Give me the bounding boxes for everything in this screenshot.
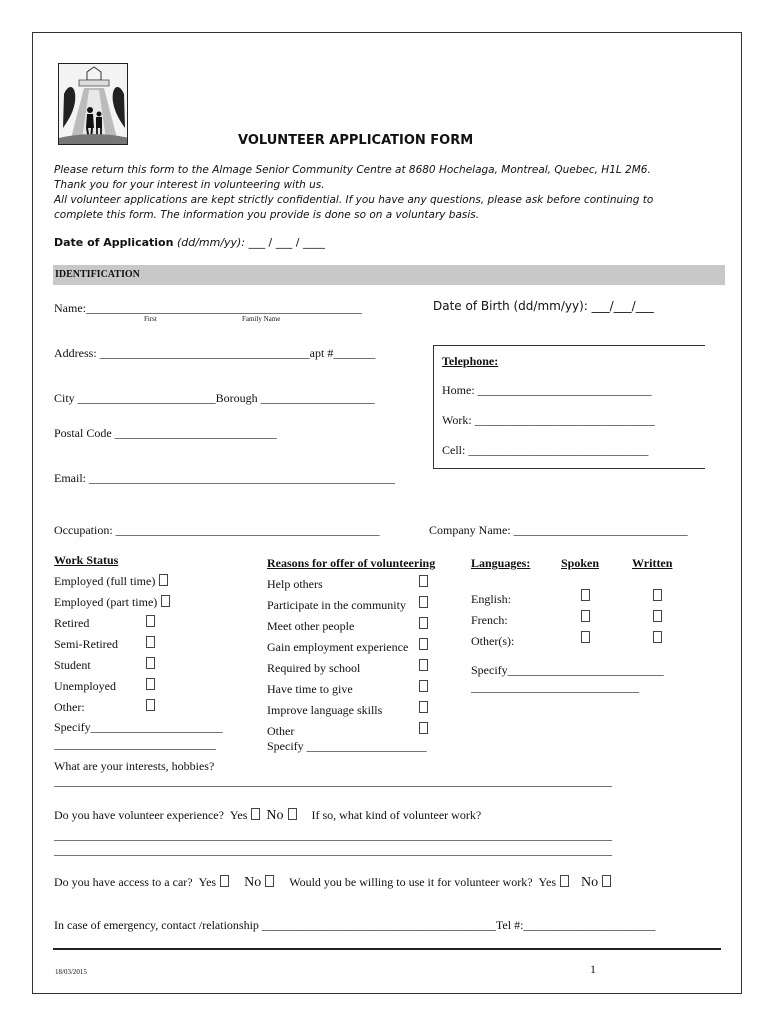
car-use-yes-checkbox[interactable]	[560, 875, 569, 887]
reason-meet-people: Meet other people	[267, 619, 355, 633]
reason-checkbox[interactable]	[419, 617, 428, 629]
reason-help-others: Help others	[267, 577, 323, 591]
car-use-no-label: No	[581, 875, 599, 890]
work-status-checkbox[interactable]	[161, 595, 170, 607]
work-status-label: Student	[54, 658, 91, 672]
reason-specify[interactable]: Specify ____________________	[267, 739, 427, 753]
spoken-header: Spoken	[561, 556, 600, 570]
footer-date: 18/03/2015	[55, 968, 87, 976]
occupation-field[interactable]: Occupation: ____________________________________________	[54, 523, 380, 537]
car-no-label: No	[244, 875, 262, 890]
cell-phone-field[interactable]: Cell: ______________________________	[442, 443, 649, 457]
work-status-checkbox[interactable]	[146, 678, 155, 690]
home-phone-field[interactable]: Home: _____________________________	[442, 383, 652, 397]
language-english: English:	[471, 592, 512, 606]
car-yes-checkbox[interactable]	[220, 875, 229, 887]
work-status-unemployed[interactable]	[54, 679, 116, 694]
footer-divider	[53, 948, 721, 950]
language-specify[interactable]: Specify__________________________	[471, 663, 664, 677]
french-written-checkbox[interactable]	[653, 610, 662, 622]
english-written-checkbox[interactable]	[653, 589, 662, 601]
application-date-label: Date of Application	[54, 236, 174, 249]
reason-checkbox[interactable]	[419, 659, 428, 671]
car-no-checkbox[interactable]	[265, 875, 274, 887]
work-status-checkbox[interactable]	[159, 574, 168, 586]
car-yes-label: Yes	[198, 875, 217, 889]
languages-title: Languages:	[471, 556, 531, 570]
date-of-birth-field[interactable]: Date of Birth (dd/mm/yy): ___/___/___	[433, 299, 654, 313]
car-use-no-checkbox[interactable]	[602, 875, 611, 887]
car-question-text: Do you have access to a car?	[54, 875, 193, 889]
intro-line-1: Please return this form to the Almage Senior Community Centre at 8680 Hochelaga, Montreal, Quebec, H1L 2M6.	[54, 164, 651, 176]
work-status-label: Employed (full time)	[54, 574, 156, 588]
work-status-part-time[interactable]	[54, 595, 170, 610]
application-date-blanks[interactable]: ___ / ___ / ____	[248, 236, 325, 249]
telephone-box	[433, 345, 705, 469]
work-status-checkbox[interactable]	[146, 636, 155, 648]
reason-participate: Participate in the community	[267, 598, 406, 612]
reason-checkbox[interactable]	[419, 575, 428, 587]
other-spoken-checkbox[interactable]	[581, 631, 590, 643]
reason-checkbox[interactable]	[419, 596, 428, 608]
work-status-checkbox[interactable]	[146, 657, 155, 669]
experience-question-text: Do you have volunteer experience?	[54, 808, 224, 822]
reason-checkbox[interactable]	[419, 638, 428, 650]
work-status-specify[interactable]: Specify______________________	[54, 720, 223, 734]
work-status-label: Unemployed	[54, 679, 116, 693]
experience-no-label: No	[266, 808, 284, 823]
work-status-retired[interactable]	[54, 616, 89, 631]
reason-checkbox[interactable]	[419, 701, 428, 713]
other-written-checkbox[interactable]	[653, 631, 662, 643]
car-question	[54, 875, 611, 891]
name-field[interactable]: Name:______________________________________________	[54, 301, 362, 315]
work-status-other[interactable]	[54, 700, 85, 715]
reason-employment: Gain employment experience	[267, 640, 409, 654]
address-field[interactable]: Address: ___________________________________apt #_______	[54, 346, 376, 360]
form-page	[32, 32, 742, 994]
telephone-title: Telephone:	[442, 354, 499, 368]
centre-logo	[58, 63, 128, 145]
form-title: VOLUNTEER APPLICATION FORM	[238, 133, 474, 148]
reasons-title: Reasons for offer of volunteering	[267, 556, 436, 570]
car-use-yes-label: Yes	[538, 875, 556, 889]
reason-checkbox[interactable]	[419, 680, 428, 692]
intro-line-4: complete this form. The information you provide is done so on a voluntary basis.	[54, 209, 480, 221]
french-spoken-checkbox[interactable]	[581, 610, 590, 622]
experience-answer-line-2[interactable]: _____________________________________________________________________________________________	[54, 843, 612, 857]
language-specify-line[interactable]: ____________________________	[471, 680, 639, 694]
reason-other: Other	[267, 724, 295, 738]
work-phone-field[interactable]: Work: ______________________________	[442, 413, 655, 427]
identification-section-bar	[53, 265, 725, 285]
english-spoken-checkbox[interactable]	[581, 589, 590, 601]
emergency-contact-field[interactable]: In case of emergency, contact /relationship _______________________________________Tel #:______________________	[54, 918, 656, 932]
reason-time: Have time to give	[267, 682, 353, 696]
work-status-label: Retired	[54, 616, 90, 630]
experience-answer-line-1[interactable]: _____________________________________________________________________________________________	[54, 828, 612, 842]
work-status-label: Other:	[54, 700, 85, 714]
car-followup-text: Would you be willing to use it for volunteer work?	[289, 875, 533, 889]
reason-checkbox[interactable]	[419, 722, 428, 734]
page-number: 1	[590, 962, 596, 976]
reason-language: Improve language skills	[267, 703, 383, 717]
intro-line-2: Thank you for your interest in volunteering with us.	[54, 179, 325, 191]
company-name-field[interactable]: Company Name: _____________________________	[429, 523, 688, 537]
reason-school: Required by school	[267, 661, 361, 675]
application-date-row[interactable]	[54, 236, 325, 249]
intro-line-3: All volunteer applications are kept strictly confidential. If you have any questions, please ask before continuing to	[54, 194, 654, 206]
work-status-student[interactable]	[54, 658, 91, 673]
interests-question: What are your interests, hobbies?	[54, 759, 215, 773]
language-french: French:	[471, 613, 508, 627]
work-status-checkbox[interactable]	[146, 699, 155, 711]
interests-answer-line[interactable]: _____________________________________________________________________________________________	[54, 774, 612, 788]
first-name-caption: First	[144, 315, 157, 323]
family-name-caption: Family Name	[242, 315, 281, 323]
experience-no-checkbox[interactable]	[288, 808, 297, 820]
language-other: Other(s):	[471, 634, 515, 648]
experience-question	[54, 808, 481, 824]
work-status-full-time[interactable]	[54, 574, 168, 589]
work-status-label: Employed (part time)	[54, 595, 158, 609]
work-status-specify-line[interactable]: ___________________________	[54, 737, 216, 751]
email-field[interactable]: Email: ___________________________________________________	[54, 471, 395, 485]
work-status-semi-retired[interactable]	[54, 637, 118, 652]
identification-title: IDENTIFICATION	[55, 269, 140, 280]
written-header: Written	[632, 556, 673, 570]
experience-followup: If so, what kind of volunteer work?	[311, 808, 482, 822]
experience-yes-checkbox[interactable]	[251, 808, 260, 820]
application-date-format: (dd/mm/yy):	[176, 236, 246, 249]
work-status-label: Semi-Retired	[54, 637, 118, 651]
work-status-checkbox[interactable]	[146, 615, 155, 627]
city-borough-field[interactable]: City _______________________Borough ___________________	[54, 391, 375, 405]
postal-code-field[interactable]: Postal Code ___________________________	[54, 426, 277, 440]
work-status-title: Work Status	[54, 553, 119, 567]
experience-yes-label: Yes	[229, 808, 248, 822]
